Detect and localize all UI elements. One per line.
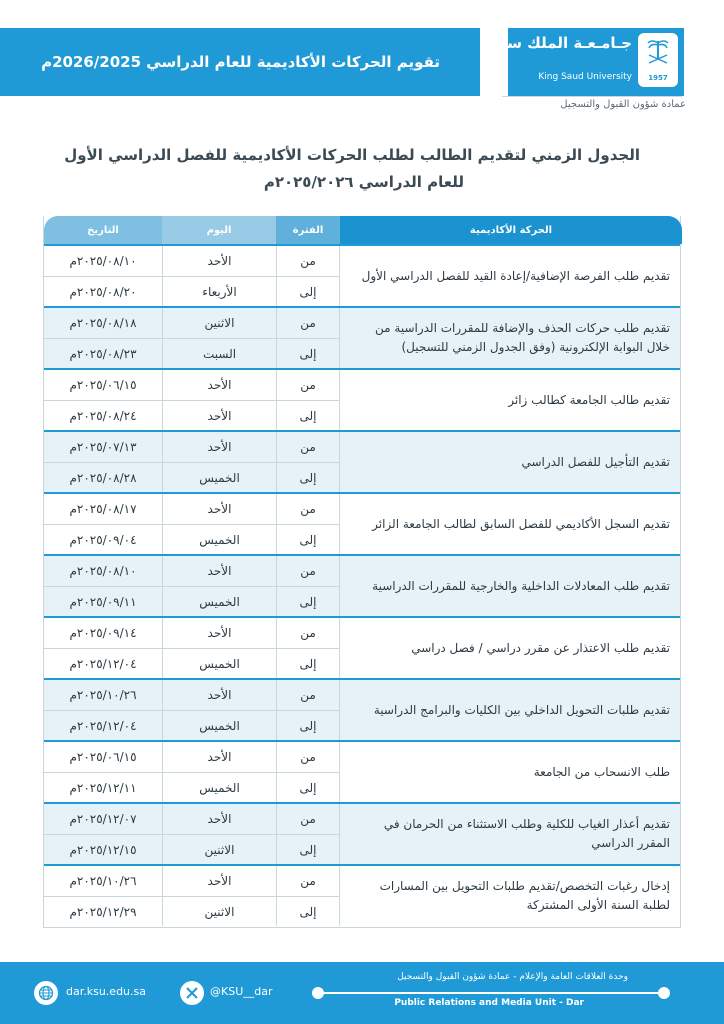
title-banner bbox=[0, 28, 480, 96]
to-day: الاثنين bbox=[162, 896, 276, 926]
to-date: ٢٠٢٥/١٢/٠٤م bbox=[44, 710, 162, 740]
header-period: الفترة bbox=[276, 216, 340, 244]
row-event bbox=[340, 804, 680, 864]
from-day: الأحد bbox=[162, 432, 276, 462]
to-date: ٢٠٢٥/٠٨/٢٠م bbox=[44, 276, 162, 306]
row-event bbox=[340, 680, 680, 740]
row-event bbox=[340, 432, 680, 492]
to-label: إلى bbox=[276, 400, 340, 430]
to-date: ٢٠٢٥/١٢/١٥م bbox=[44, 834, 162, 864]
from-label: من bbox=[276, 618, 340, 648]
from-label: من bbox=[276, 432, 340, 462]
from-label: من bbox=[276, 804, 340, 834]
to-label: إلى bbox=[276, 772, 340, 802]
to-date: ٢٠٢٥/٠٩/١١م bbox=[44, 586, 162, 616]
row-event bbox=[340, 370, 680, 430]
from-date: ٢٠٢٥/١٠/٢٦م bbox=[69, 874, 137, 888]
from-date: ٢٠٢٥/١٠/٢٦م bbox=[69, 688, 137, 702]
event-text: تقديم التأجيل للفصل الدراسي bbox=[521, 454, 670, 469]
to-day: الخميس bbox=[162, 462, 276, 492]
event-text: تقديم طلبات التحويل الداخلي بين الكليات والبرامج الدراسية bbox=[373, 702, 670, 717]
row-event bbox=[340, 246, 680, 306]
event-text: تقديم طلب الاعتذار عن مقرر دراسي / فصل دراسي bbox=[411, 640, 670, 655]
from-day: الأحد bbox=[162, 742, 276, 772]
row-event bbox=[340, 618, 680, 678]
palm-swords-emblem-icon bbox=[638, 33, 678, 87]
website-link[interactable]: dar.ksu.edu.sa bbox=[66, 985, 146, 998]
to-day: الخميس bbox=[162, 772, 276, 802]
to-day: الاثنين bbox=[162, 834, 276, 864]
from-date: ٢٠٢٥/٠٨/١٠م bbox=[69, 254, 137, 268]
event-text: طلب الانسحاب من الجامعة bbox=[533, 764, 670, 779]
to-day: الخميس bbox=[162, 524, 276, 554]
to-day: السبت bbox=[162, 338, 276, 368]
event-text: تقديم السجل الأكاديمي للفصل السابق لطالب الجامعة الزائر bbox=[372, 516, 670, 531]
logo-arabic-text: جـامـعـة الملك سعود bbox=[481, 34, 632, 52]
table-row bbox=[44, 492, 680, 554]
to-date: ٢٠٢٥/١٢/١١م bbox=[44, 772, 162, 802]
to-label: إلى bbox=[276, 834, 340, 864]
event-text: تقديم طلب الفرصة الإضافية/إعادة القيد للفصل الدراسي الأول bbox=[361, 268, 670, 283]
to-day: الأحد bbox=[162, 400, 276, 430]
footer-dot-right bbox=[658, 987, 670, 999]
footer-dot-left bbox=[312, 987, 324, 999]
from-label: من bbox=[276, 370, 340, 400]
logo-english-text: King Saud University bbox=[538, 72, 632, 82]
table-row bbox=[44, 306, 680, 368]
page-subtitle: للعام الدراسي ٢٠٢٥/٢٠٢٦م bbox=[263, 173, 464, 191]
from-label: من bbox=[276, 680, 340, 710]
to-label: إلى bbox=[276, 710, 340, 740]
from-date: ٢٠٢٥/٠٧/١٣م bbox=[69, 440, 137, 454]
to-date: ٢٠٢٥/٠٩/٠٤م bbox=[44, 524, 162, 554]
from-date: ٢٠٢٥/٠٦/١٥م bbox=[69, 378, 137, 392]
row-event bbox=[340, 866, 680, 926]
from-label: من bbox=[276, 556, 340, 586]
table-row bbox=[44, 554, 680, 616]
to-day: الخميس bbox=[162, 648, 276, 678]
table-header bbox=[44, 216, 682, 244]
footer bbox=[0, 962, 724, 1024]
table-row bbox=[44, 864, 680, 926]
to-label: إلى bbox=[276, 276, 340, 306]
to-label: إلى bbox=[276, 896, 340, 926]
table-row bbox=[44, 244, 680, 306]
to-day: الأربعاء bbox=[162, 276, 276, 306]
event-text: تقديم طالب الجامعة كطالب زائر bbox=[508, 392, 670, 407]
from-day: الأحد bbox=[162, 680, 276, 710]
schedule-table bbox=[43, 216, 681, 928]
globe-icon bbox=[34, 981, 58, 1005]
to-label: إلى bbox=[276, 338, 340, 368]
table-row bbox=[44, 802, 680, 864]
from-date: ٢٠٢٥/٠٨/١٨م bbox=[69, 316, 137, 330]
x-twitter-icon bbox=[180, 981, 204, 1005]
to-day: الخميس bbox=[162, 710, 276, 740]
logo-year: 1957 bbox=[648, 74, 668, 82]
from-label: من bbox=[276, 866, 340, 896]
from-label: من bbox=[276, 246, 340, 276]
university-logo bbox=[481, 28, 684, 96]
table-row bbox=[44, 678, 680, 740]
event-text: إدخال رغبات التخصص/تقديم طلبات التحويل بين المسارات لطلبة السنة الأولى المشتركة bbox=[379, 879, 670, 912]
from-day: الأحد bbox=[162, 618, 276, 648]
banner-title: تقويم الحركات الأكاديمية للعام الدراسي 2026/2025م bbox=[41, 53, 440, 71]
header-event: الحركة الأكاديمية bbox=[340, 216, 682, 244]
from-day: الأحد bbox=[162, 494, 276, 524]
table-row bbox=[44, 616, 680, 678]
footer-divider bbox=[318, 992, 666, 994]
from-date: ٢٠٢٥/٠٦/١٥م bbox=[69, 750, 137, 764]
from-day: الاثنين bbox=[162, 308, 276, 338]
to-label: إلى bbox=[276, 586, 340, 616]
table-row bbox=[44, 430, 680, 492]
to-date: ٢٠٢٥/٠٨/٢٨م bbox=[44, 462, 162, 492]
unit-arabic: وحدة العلاقات العامة والإعلام - عمادة شؤون القبول والتسجيل bbox=[397, 972, 628, 982]
event-text: تقديم طلب المعادلات الداخلية والخارجية للمقررات الدراسية bbox=[372, 578, 670, 593]
from-day: الأحد bbox=[162, 866, 276, 896]
deanship-name: عمادة شؤون القبول والتسجيل bbox=[560, 99, 686, 110]
from-label: من bbox=[276, 308, 340, 338]
row-event bbox=[340, 494, 680, 554]
to-date: ٢٠٢٥/٠٨/٢٣م bbox=[44, 338, 162, 368]
from-date: ٢٠٢٥/٠٩/١٤م bbox=[69, 626, 137, 640]
from-date: ٢٠٢٥/٠٨/١٠م bbox=[69, 564, 137, 578]
twitter-handle[interactable]: @KSU__dar bbox=[210, 985, 273, 998]
from-label: من bbox=[276, 742, 340, 772]
from-day: الأحد bbox=[162, 556, 276, 586]
to-date: ٢٠٢٥/١٢/٢٩م bbox=[44, 896, 162, 926]
header-day: اليوم bbox=[162, 216, 276, 244]
page-title: الجدول الزمني لتقديم الطالب لطلب الحركات الأكاديمية للفصل الدراسي الأول bbox=[64, 146, 640, 164]
row-event bbox=[340, 556, 680, 616]
to-date: ٢٠٢٥/٠٨/٢٤م bbox=[44, 400, 162, 430]
to-date: ٢٠٢٥/١٢/٠٤م bbox=[44, 648, 162, 678]
table-row bbox=[44, 368, 680, 430]
from-day: الأحد bbox=[162, 246, 276, 276]
from-date: ٢٠٢٥/٠٨/١٧م bbox=[69, 502, 137, 516]
to-label: إلى bbox=[276, 648, 340, 678]
header-date: التاريخ bbox=[44, 216, 162, 244]
header-divider bbox=[502, 96, 682, 97]
event-text: تقديم أعذار الغياب للكلية وطلب الاستثناء من الحرمان في المقرر الدراسي bbox=[383, 817, 670, 850]
to-label: إلى bbox=[276, 462, 340, 492]
event-text: تقديم طلب حركات الحذف والإضافة للمقررات الدراسية من خلال البوابة الإلكترونية (وفق الجدول الزمني للتسجيل) bbox=[375, 321, 670, 354]
row-event bbox=[340, 308, 680, 368]
row-event bbox=[340, 742, 680, 802]
from-label: من bbox=[276, 494, 340, 524]
to-day: الخميس bbox=[162, 586, 276, 616]
from-date: ٢٠٢٥/١٢/٠٧م bbox=[69, 812, 137, 826]
from-day: الأحد bbox=[162, 804, 276, 834]
table-row bbox=[44, 740, 680, 802]
unit-english: Public Relations and Media Unit - Dar bbox=[394, 998, 584, 1008]
to-label: إلى bbox=[276, 524, 340, 554]
from-day: الأحد bbox=[162, 370, 276, 400]
